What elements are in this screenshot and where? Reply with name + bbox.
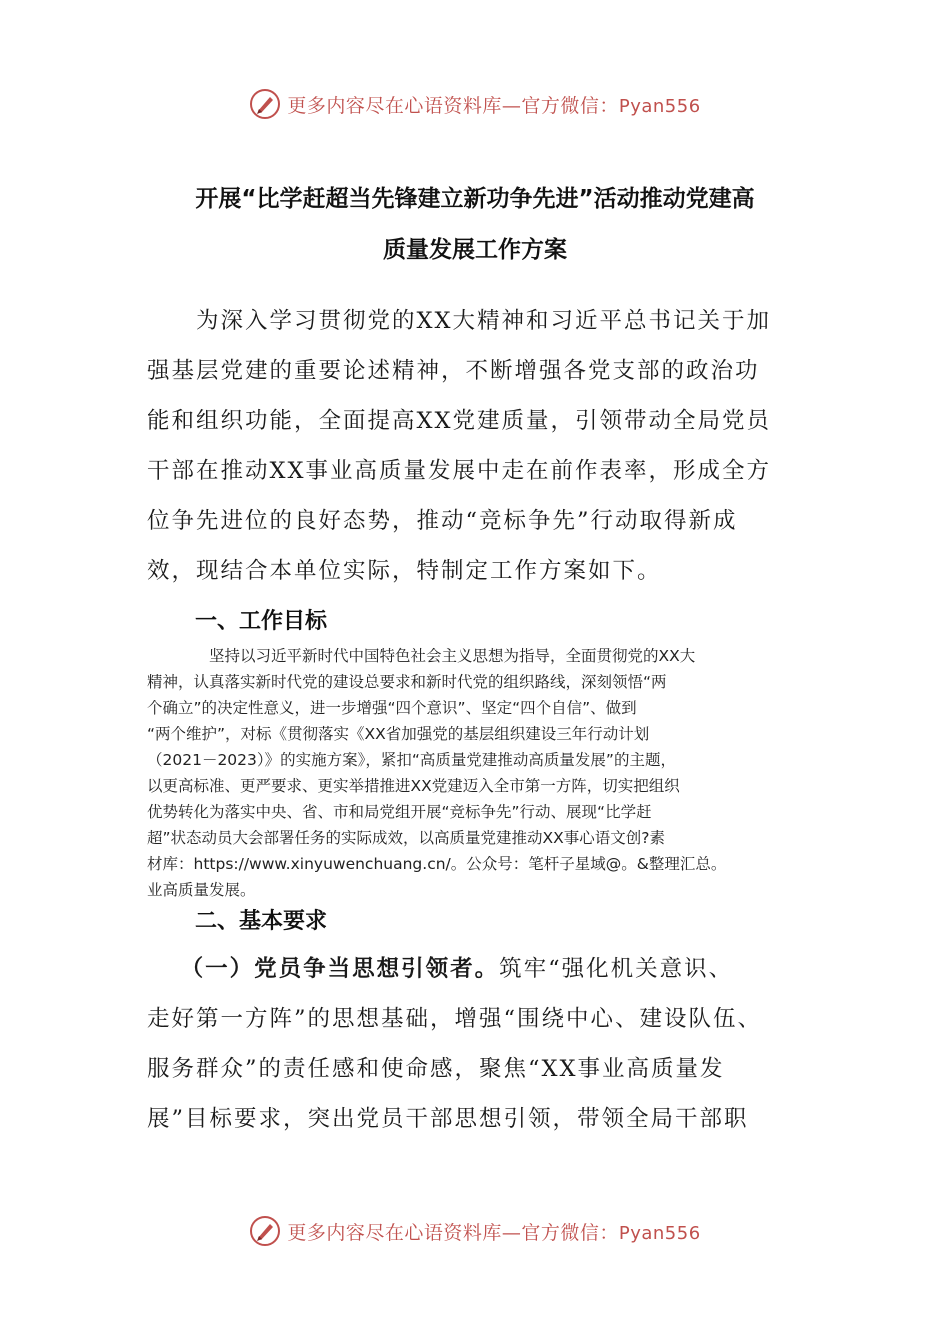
subsection1-title: （一）党员争当思想引领者。 [180,956,500,982]
section1-line: （2021－2023）》的实施方案》，紧扣“高质量党建推动高质量发展”的主题， [147,751,676,769]
section1-line: 材库：https://www.xinyuwenchuang.cn/。公众号：笔杆子星域@。&整理汇总。 [147,855,727,873]
intro-line: 能和组织功能，全面提高XX党建质量，引领带动全局党员 [147,408,772,434]
intro-line: 强基层党建的重要论述精神，不断增强各党支部的政治功 [147,358,760,384]
intro-line: 为深入学习贯彻党的XX大精神和习近平总书记关于加 [147,308,772,334]
watermark-text: 更多内容尽在心语资料库—官方微信：Pyan556 [287,1221,701,1244]
subsection1-first-line [147,944,807,994]
section1-line: 以更高标准、更严要求、更实举措推进XX党建迈入全市第一方阵，切实把组织 [147,777,680,795]
subsection1-line: 展”目标要求，突出党员干部思想引领，带领全局干部职 [147,1106,749,1132]
intro-paragraph [147,296,807,596]
intro-line: 干部在推动XX事业高质量发展中走在前作表率，形成全方 [147,458,772,484]
section1-line: “两个维护”，对标《贯彻落实《XX省加强党的基层组织建设三年行动计划 [147,725,650,743]
subsection1-line: 服务群众”的责任感和使命感，聚焦“XX事业高质量发 [147,1056,725,1082]
section1-paragraph [147,643,807,903]
intro-line: 效，现结合本单位实际，特制定工作方案如下。 [147,558,662,584]
doc-title-line1: 开展“比学赶超当先锋建立新功争先进”活动推动党建高 [195,186,755,212]
subsection1-line: 走好第一方阵”的思想基础，增强“围绕中心、建设队伍、 [147,1006,763,1032]
section1-line: 个确立”的决定性意义，进一步增强“四个意识”、坚定“四个自信”、做到 [147,699,637,717]
section1-line: 超”状态动员大会部署任务的实际成效，以高质量党建推动XX事心语文创?素 [147,829,665,847]
doc-title-line2: 质量发展工作方案 [383,237,567,263]
section2-heading: 二、基本要求 [195,909,328,934]
section1-heading: 一、工作目标 [195,609,328,634]
watermark-text: 更多内容尽在心语资料库—官方微信：Pyan556 [287,94,701,117]
pen-logo-icon [249,88,281,120]
section1-line: 精神，认真落实新时代党的建设总要求和新时代党的组织路线，深刻领悟“两 [147,673,667,691]
pen-logo-icon [249,1215,281,1247]
header-watermark [0,84,950,124]
subsection1-paragraph [147,944,807,1144]
section1-line: 坚持以习近平新时代中国特色社会主义思想为指导，全面贯彻党的XX大 [147,647,696,665]
footer-watermark [0,1211,950,1251]
intro-line: 位争先进位的良好态势，推动“竞标争先”行动取得新成 [147,508,738,534]
section1-line: 业高质量发展。 [147,881,256,899]
subsection1-first-rest: 筑牢“强化机关意识、 [499,956,734,982]
section1-line: 优势转化为落实中央、省、市和局党组开展“竞标争先”行动、展现“比学赶 [147,803,652,821]
